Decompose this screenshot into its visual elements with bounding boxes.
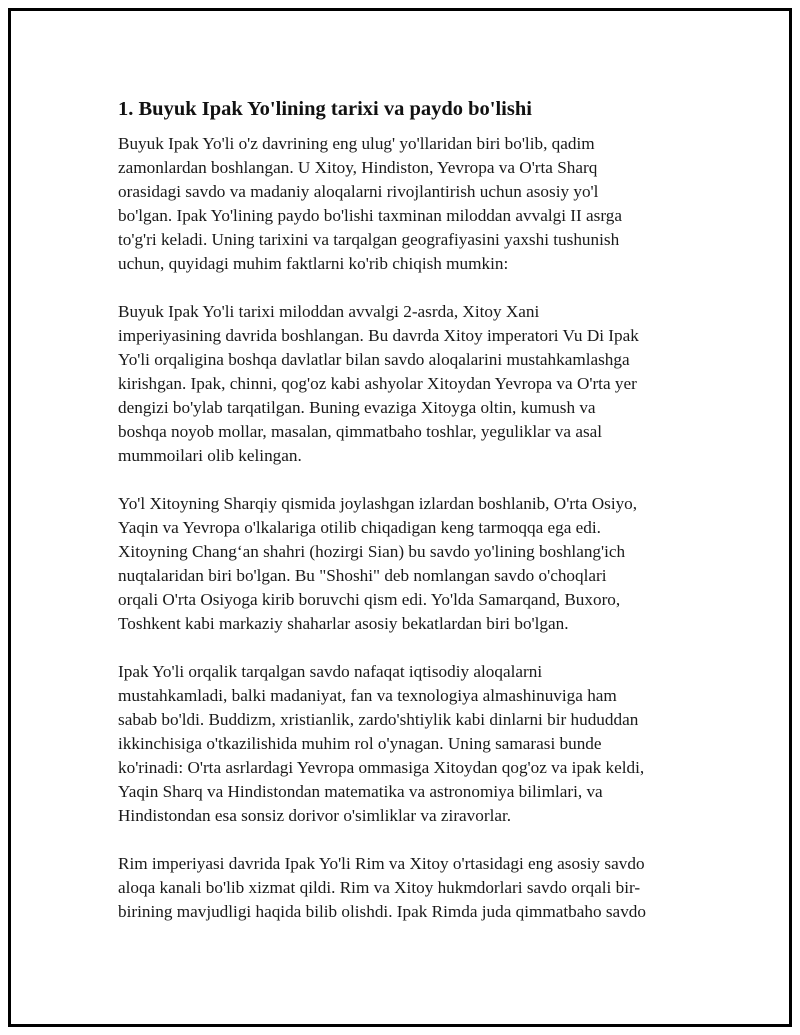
text-line: mummoilari olib kelingan. [118, 446, 302, 465]
text-line: Toshkent kabi markaziy shaharlar asosiy bekatlardan biri bo'lgan. [118, 614, 569, 633]
text-line: dengizi bo'ylab tarqatilgan. Buning evaziga Xitoyga oltin, kumush va [118, 398, 596, 417]
text-line: orqali O'rta Osiyoga kirib boruvchi qism edi. Yo'lda Samarqand, Buxoro, [118, 590, 621, 609]
text-line: ko'rinadi: O'rta asrlardagi Yevropa ommasiga Xitoydan qog'oz va ipak keldi, [118, 758, 645, 777]
text-line: Hindistondan esa sonsiz dorivor o'simliklar va ziravorlar. [118, 806, 512, 825]
paragraph-3 [118, 492, 698, 636]
text-line: sabab bo'ldi. Buddizm, xristianlik, zardo'shtiylik kabi dinlarni bir hududdan [118, 710, 639, 729]
text-line: Buyuk Ipak Yo'li o'z davrining eng ulug' yo'llaridan biri bo'lib, qadim [118, 134, 595, 153]
text-line: bo'lgan. Ipak Yo'lining paydo bo'lishi taxminan miloddan avvalgi II asrga [118, 206, 622, 225]
document-body [118, 96, 698, 948]
paragraph-2 [118, 300, 698, 468]
text-line: orasidagi savdo va madaniy aloqalarni rivojlantirish uchun asosiy yo'l [118, 182, 599, 201]
text-line: Xitoyning Chang‘an shahri (hozirgi Sian) bu savdo yo'lining boshlang'ich [118, 542, 626, 561]
text-line: Yo'l Xitoyning Sharqiy qismida joylashgan izlardan boshlanib, O'rta Osiyo, [118, 494, 638, 513]
text-line: kirishgan. Ipak, chinni, qog'oz kabi ashyolar Xitoydan Yevropa va O'rta yer [118, 374, 637, 393]
paragraph-4 [118, 660, 698, 828]
text-line: Yaqin va Yevropa o'lkalariga otilib chiqadigan keng tarmoqqa ega edi. [118, 518, 601, 537]
text-line: ikkinchisiga o'tkazilishida muhim rol o'ynagan. Uning samarasi bunde [118, 734, 602, 753]
text-line: uchun, quyidagi muhim faktlarni ko'rib chiqish mumkin: [118, 254, 509, 273]
paragraph-5 [118, 852, 698, 924]
text-line: nuqtalaridan biri bo'lgan. Bu "Shoshi" deb nomlangan savdo o'choqlari [118, 566, 607, 585]
text-line: boshqa noyob mollar, masalan, qimmatbaho toshlar, yeguliklar va asal [118, 422, 603, 441]
text-line: aloqa kanali bo'lib xizmat qildi. Rim va Xitoy hukmdorlari savdo orqali bir- [118, 878, 641, 897]
text-line: Yaqin Sharq va Hindistondan matematika va astronomiya bilimlari, va [118, 782, 603, 801]
section-heading: 1. Buyuk Ipak Yo'lining tarixi va paydo bo'lishi [118, 98, 532, 120]
text-line: Yo'li orqaligina boshqa davlatlar bilan savdo aloqalarini mustahkamlashga [118, 350, 630, 369]
text-line: imperiyasining davrida boshlangan. Bu davrda Xitoy imperatori Vu Di Ipak [118, 326, 639, 345]
text-line: birining mavjudligi haqida bilib olishdi. Ipak Rimda juda qimmatbaho savdo [118, 902, 646, 921]
text-line: Buyuk Ipak Yo'li tarixi miloddan avvalgi 2-asrda, Xitoy Xani [118, 302, 540, 321]
text-line: to'g'ri keladi. Uning tarixini va tarqalgan geografiyasini yaxshi tushunish [118, 230, 620, 249]
text-line: Rim imperiyasi davrida Ipak Yo'li Rim va Xitoy o'rtasidagi eng asosiy savdo [118, 854, 645, 873]
text-line: mustahkamladi, balki madaniyat, fan va texnologiya almashinuviga ham [118, 686, 617, 705]
paragraph-1 [118, 132, 698, 276]
text-line: Ipak Yo'li orqalik tarqalgan savdo nafaqat iqtisodiy aloqalarni [118, 662, 543, 681]
text-line: zamonlardan boshlangan. U Xitoy, Hindiston, Yevropa va O'rta Sharq [118, 158, 598, 177]
